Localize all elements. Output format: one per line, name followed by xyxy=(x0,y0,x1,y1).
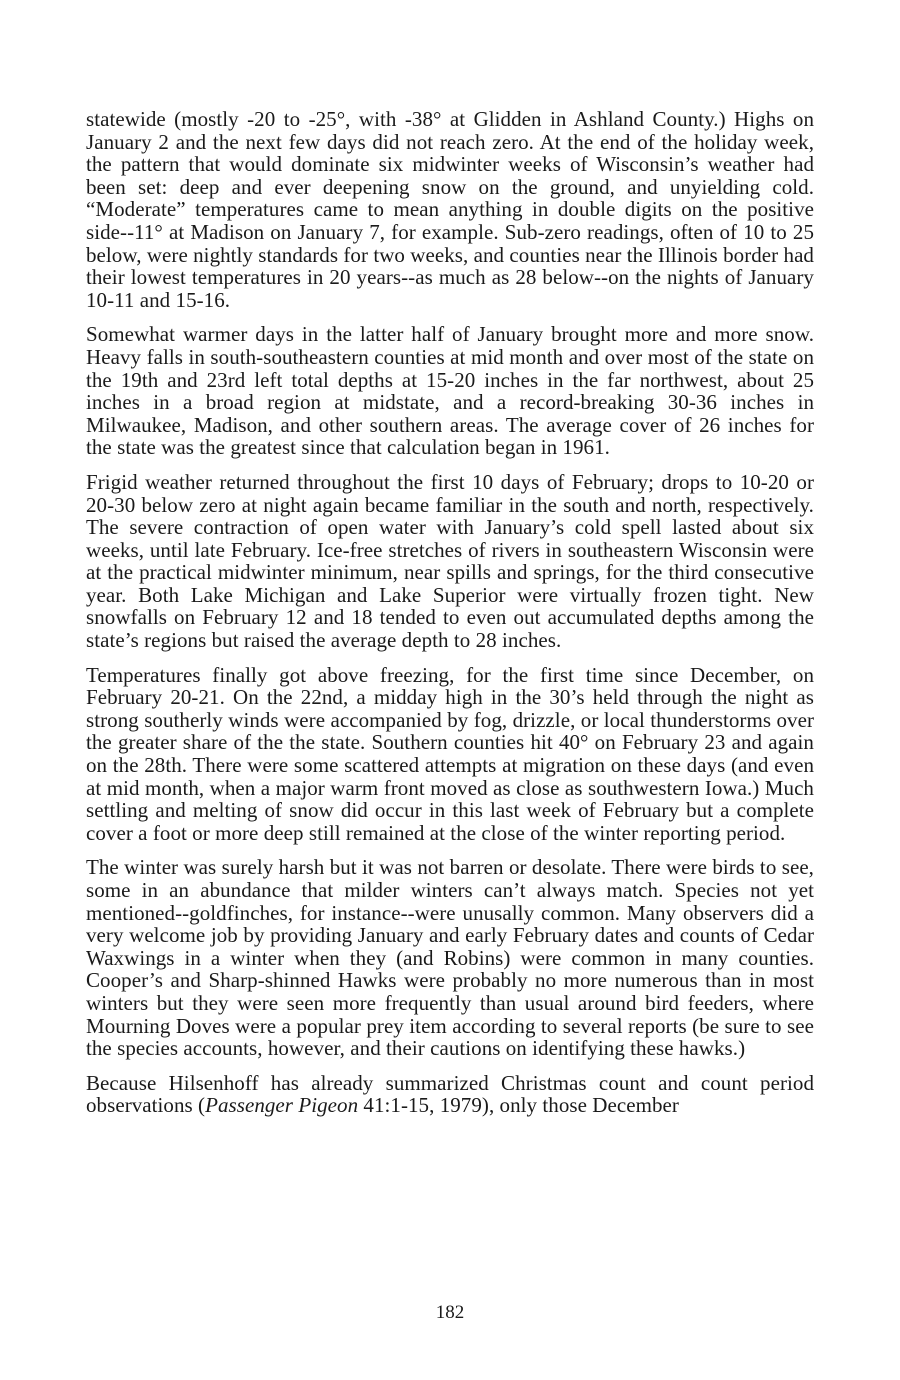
paragraph-3: Frigid weather returned throughout the first 10 days of February; drops to 10-20 or 20-30 below zero at night again became familiar in the south and north, respectively. The severe contraction of open water with January’s cold spell lasted about six weeks, until late February. Ice-free stretches of rivers in southeastern Wisconsin were at the practical midwinter minimum, near spills and springs, for the third consecutive year. Both Lake Michigan and Lake Superior were virtually frozen tight. New snowfalls on February 12 and 18 tended to even out accumulated depths among the state’s regions but raised the average depth to 28 inches. xyxy=(86,469,814,653)
paragraph-6-text-start: Because Hilsenhoff has already summarized Christmas count and count period observations ( xyxy=(86,1070,814,1118)
paragraph-6 xyxy=(86,1072,814,1117)
paragraph-5: The winter was surely harsh but it was not barren or desolate. There were birds to see, some in an abundance that milder winters can’t always match. Species not yet mentioned--goldfinches, for instance--were unusally common. Many observers did a very welcome job by providing January and early February dates and counts of Cedar Waxwings in a winter when they (and Robins) were common in many counties. Cooper’s and Sharp-shinned Hawks were probably no more numerous than in most winters but they were seen more frequently than usual around bird feeders, where Mourning Doves were a popular prey item according to several reports (be sure to see the species accounts, however, and their cautions on identifying these hawks.) xyxy=(86,855,814,1061)
paragraph-4: Temperatures finally got above freezing, for the first time since December, on February 20-21. On the 22nd, a midday high in the 30’s held through the night as strong southerly winds were accompanied by fog, drizzle, or local thunderstorms over the greater share of the the state. Southern counties hit 40° on February 23 and again on the 28th. There were some scattered attempts at migration on these days (and even at mid month, when a major warm front moved as close as southwestern Iowa.) Much settling and melting of snow did occur in this last week of February but a complete cover a foot or more deep still remained at the close of the winter reporting period. xyxy=(86,662,814,845)
paragraph-1: statewide (mostly -20 to -25°, with -38° at Glidden in Ashland County.) Highs on January 2 and the next few days did not reach zero. At the end of the holiday week, the pattern that would dominate six midwinter weeks of Wisconsin’s weather had been set: deep and ever deepening snow on the ground, and unyielding cold. “Moderate” temperatures came to mean anything in double digits on the positive side--11° at Madison on January 7, for example. Sub-zero readings, often of 10 to 25 below, were nightly standards for two weeks, and counties near the Illinois border had their lowest temperatures in 20 years--as much as 28 below--on the nights of January 10-11 and 15-16. xyxy=(86,107,814,312)
journal-title-italic: Passenger Pigeon xyxy=(205,1093,359,1118)
paragraph-2: Somewhat warmer days in the latter half of January brought more and more snow. Heavy falls in south-southeastern counties at mid month and over most of the state on the 19th and 23rd left total depths at 15-20 inches in the far northwest, about 25 inches in a broad region at midstate, and a record-breaking 30-36 inches in Milwaukee, Madison, and other southern areas. The average cover of 26 inches for the state was the greatest since that calculation began in 1961. xyxy=(86,322,814,460)
document-page xyxy=(86,108,814,1129)
paragraph-6-text-end: 41:1-15, 1979), only those December xyxy=(358,1093,679,1118)
page-number: 182 xyxy=(435,1302,465,1323)
